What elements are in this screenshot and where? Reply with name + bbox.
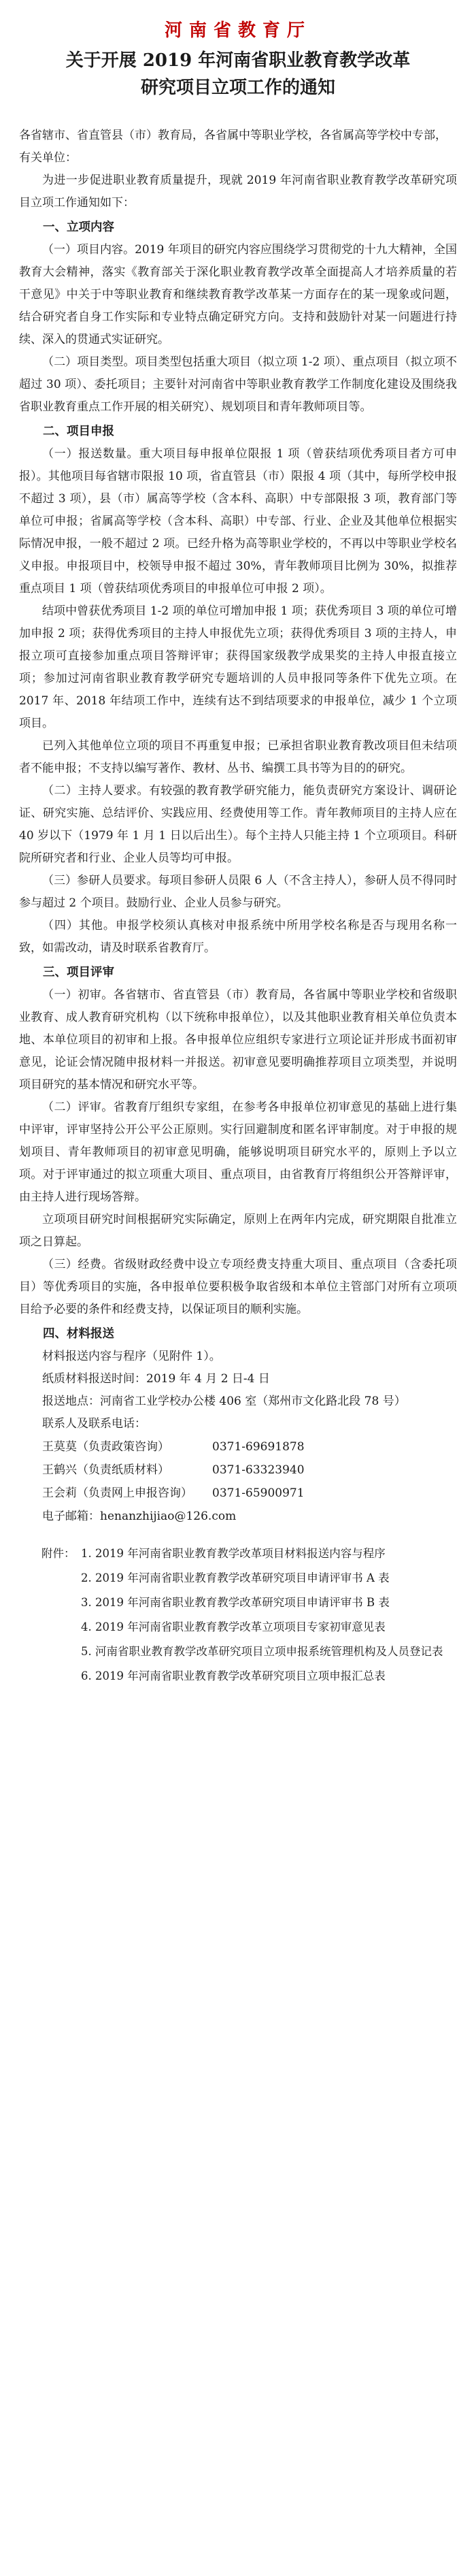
section-heading: 四、材料报送	[43, 1327, 114, 1341]
contact-email: 电子邮箱：henanzhijiao@126.com	[42, 1510, 237, 1523]
contact-row	[42, 1458, 457, 1482]
title-line-2: 研究项目立项工作的通知	[140, 78, 335, 98]
paragraph: （二）评审。省教育厅组织专家组，在参考各申报单位初审意见的基础上进行集中评审，评审坚持公开公平公正原则。实行回避制度和匿名评审制度。对于申报的规划项目、青年教师项目的初审意见明确，能够说明项目研究水平的，原则上予以立项。对于评审通过的拟立项重大项目、重点项目，由省教育厅将组织公开答辩评审，由主持人进行现场答辩。	[19, 1100, 457, 1204]
salutation: 各省辖市、省直管县（市）教育局，各省属中等职业学校，各省属高等学校中专部，有关单位：	[19, 129, 447, 165]
attachment-item: 4. 2019 年河南省职业教育教学改革立项项目专家初审意见表	[81, 1620, 386, 1633]
contact-phone: 0371-63323940	[212, 1463, 305, 1477]
contact-row	[42, 1435, 457, 1458]
attachments	[19, 1542, 457, 1689]
paragraph: 纸质材料报送时间：2019 年 4 月 2 日-4 日	[42, 1372, 270, 1386]
paragraph: （四）其他。申报学校须认真核对申报系统中所用学校名称是否与现用名称一致，如需改动，请及时联系省教育厅。	[19, 919, 457, 955]
title-line-1: 关于开展 2019 年河南省职业教育教学改革	[65, 50, 411, 71]
paragraph: （三）参研人员要求。每项目参研人员限 6 人（不含主持人），参研人员不得同时参与超过 2 个项目。鼓励行业、企业人员参与研究。	[19, 874, 457, 910]
paragraph: 已列入其他单位立项的项目不再重复申报；已承担省职业教育教改项目但未结项者不能申报；不支持以编写著作、教材、丛书、编撰工具书等为目的的研究。	[19, 739, 457, 775]
contact-name: 王会莉（负责网上申报咨询）	[42, 1486, 192, 1500]
paragraph: 结项中曾获优秀项目 1-2 项的单位可增加申报 1 项；获优秀项目 3 项的单位可增加申报 2 项；获得优秀项目的主持人申报优先立项；获得优秀项目 3 项的主持人，申报立项可直接参加重点项目答辩评审；获得国家级教学成果奖的主持人申报直接立项；参加过河南省职业教育教学研究专题培训的人员申报同等条件下优先立项。在 2017 年、2018 年结项工作中，连续有达不到结项要求的申报单位，减少 1 个立项项目。	[19, 604, 457, 730]
contact-name: 王莫莫（负责政策咨询）	[42, 1440, 169, 1454]
paragraph: （一）初审。各省辖市、省直管县（市）教育局，各省属中等职业学校和省级职业教育、成人教育研究机构（以下统称申报单位），以及其他职业教育相关单位负责本地、本单位项目的初审和上报。各申报单位应组织专家进行立项论证并形成书面初审意见，论证会情况随申报材料一并报送。初审意见要明确推荐项目立项类型，并说明项目研究的基本情况和研究水平等。	[19, 988, 457, 1092]
paragraph: （一）报送数量。重大项目每申报单位限报 1 项（曾获结项优秀项目者方可申报）。其他项目每省辖市限报 10 项，省直管县（市）限报 4 项（其中，每所学校申报不超过 3 项），县（市）属高等学校（含本科、高职）中专部限报 3 项，教育部门等单位可申报；省属高等学校（含本科、高职）中专部、行业、企业及其他单位根据实际情况申报，一般不超过 2 项。已经升格为高等职业学校的，不再以中等职业学校名义申报。申报项目中，校领导申报不超过 30%，青年教师项目比例为 30%，拟推荐重点项目 1 项（曾获结项优秀项目的申报单位可申报 2 项）。	[19, 447, 457, 596]
paragraph: 立项项目研究时间根据研究实际确定，原则上在两年内完成，研究期限自批准立项之日算起。	[19, 1213, 457, 1249]
contact-phone: 0371-65900971	[212, 1486, 305, 1500]
paragraph: （二）主持人要求。有较强的教育教学研究能力，能负责研究方案设计、调研论证、研究实施、总结评价、实践应用、经费使用等工作。青年教师项目的主持人应在 40 岁以下（1979 年 1 月 1 日以后出生）。每个主持人只能主持 1 个立项项目。科研院所研究者和行业、企业人员等均可申报。	[19, 784, 457, 865]
document-title	[19, 47, 457, 101]
intro-paragraph: 为进一步促进职业教育质量提升，现就 2019 年河南省职业教育教学改革研究项目立项工作通知如下：	[19, 174, 457, 210]
paragraph: （一）项目内容。2019 年项目的研究内容应围绕学习贯彻党的十九大精神，全国教育大会精神，落实《教育部关于深化职业教育教学改革全面提高人才培养质量的若干意见》中关于中等职业教育和继续教育教学改革某一方面存在的某一现象或问题，结合研究者自身工作实际和专业特点确定研究方向。支持和鼓励针对某一问题进行持续、深入的贯通式实证研究。	[19, 243, 457, 346]
attachment-item: 2. 2019 年河南省职业教育教学改革研究项目申请评审书 A 表	[81, 1571, 390, 1584]
attachments-label: 附件：	[41, 1547, 75, 1560]
paragraph: 联系人及联系电话：	[42, 1417, 146, 1431]
attachment-item: 3. 2019 年河南省职业教育教学改革研究项目申请评审书 B 表	[81, 1596, 390, 1609]
attachment-item: 6. 2019 年河南省职业教育教学改革研究项目立项申报汇总表	[81, 1669, 386, 1682]
paragraph: （二）项目类型。项目类型包括重大项目（拟立项 1-2 项）、重点项目（拟立项不超过 30 项）、委托项目；主要针对河南省中等职业教育教学工作制度化建设及围绕我省职业教育重点工作开展的相关研究）、规划项目和青年教师项目等。	[19, 355, 457, 414]
contact-list	[19, 1435, 457, 1528]
section-heading: 一、立项内容	[43, 221, 114, 234]
paragraph: 材料报送内容与程序（见附件 1）。	[42, 1350, 221, 1363]
attachments-row	[41, 1542, 457, 1689]
paragraph: 报送地点：河南省工业学校办公楼 406 室（郑州市文化路北段 78 号）	[42, 1395, 406, 1408]
contact-row	[42, 1482, 457, 1505]
attachments-list	[81, 1542, 457, 1689]
contact-phone: 0371-69691878	[212, 1440, 305, 1454]
contact-name: 王鹤兴（负责纸质材料）	[42, 1463, 169, 1477]
issuing-organization: 河南省教育厅	[164, 20, 311, 41]
attachment-item: 1. 2019 年河南省职业教育教学改革项目材料报送内容与程序	[81, 1547, 386, 1560]
section-heading: 二、项目申报	[43, 425, 114, 438]
attachment-item: 5. 河南省职业教育教学改革研究项目立项申报系统管理机构及人员登记表	[81, 1645, 443, 1658]
section-heading: 三、项目评审	[43, 966, 114, 979]
paragraph: （三）经费。省级财政经费中设立专项经费支持重大项目、重点项目（含委托项目）等优秀项目的实施，各申报单位要积极争取省级和本单位主管部门对所有立项项目给予必要的条件和经费支持，以保证项目的顺利实施。	[19, 1258, 457, 1316]
